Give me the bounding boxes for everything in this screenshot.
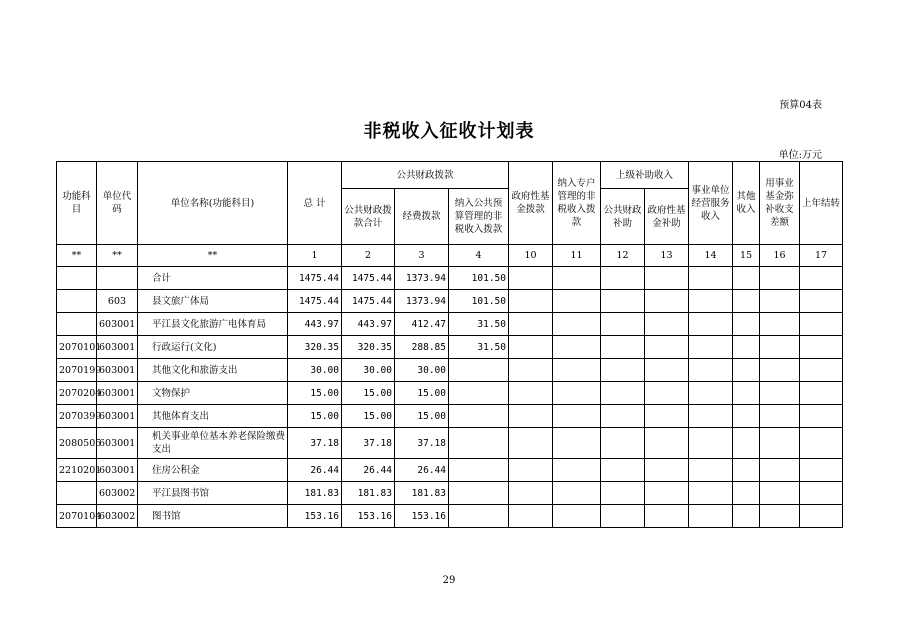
empty-cell [800, 405, 843, 428]
func-code-cell: 2070101 [57, 336, 97, 359]
budget-mgmt-cell [449, 359, 509, 382]
budget-mgmt-cell: 31.50 [449, 313, 509, 336]
empty-cell [645, 382, 689, 405]
empty-cell [689, 313, 733, 336]
operating-cell: 181.83 [395, 482, 449, 505]
table-row [57, 459, 843, 482]
empty-cell [645, 313, 689, 336]
unit-name-cell: 住房公积金 [138, 459, 288, 482]
header-public-group: 公共财政拨款 [342, 162, 509, 189]
empty-cell [800, 382, 843, 405]
empty-cell [553, 359, 601, 382]
empty-cell [645, 336, 689, 359]
func-code-cell [57, 267, 97, 290]
index-row [57, 245, 843, 267]
table-row [57, 336, 843, 359]
empty-cell [733, 359, 760, 382]
unit-code-cell: 603001 [97, 382, 138, 405]
unit-code-cell: 603001 [97, 313, 138, 336]
index-cell: 17 [800, 245, 843, 267]
empty-cell [509, 428, 553, 459]
empty-cell [800, 359, 843, 382]
total-cell: 37.18 [288, 428, 342, 459]
public-total-cell: 30.00 [342, 359, 395, 382]
empty-cell [689, 290, 733, 313]
func-code-cell: 2080505 [57, 428, 97, 459]
empty-cell [645, 505, 689, 528]
empty-cell [601, 482, 645, 505]
public-total-cell: 320.35 [342, 336, 395, 359]
empty-cell [760, 382, 800, 405]
empty-cell [601, 359, 645, 382]
unit-code-cell: 603001 [97, 336, 138, 359]
header-func-code: 功能科目 [57, 162, 97, 245]
empty-cell [760, 313, 800, 336]
budget-mgmt-cell: 101.50 [449, 290, 509, 313]
empty-cell [645, 405, 689, 428]
index-cell: 3 [395, 245, 449, 267]
empty-cell [800, 313, 843, 336]
header-budget-mgmt: 纳入公共预算管理的非税收入拨款 [449, 189, 509, 245]
operating-cell: 1373.94 [395, 267, 449, 290]
empty-cell [760, 505, 800, 528]
public-total-cell: 181.83 [342, 482, 395, 505]
empty-cell [733, 313, 760, 336]
table-number: 预算04表 [779, 100, 822, 111]
empty-cell [601, 267, 645, 290]
header-superior-public: 公共财政补助 [601, 189, 645, 245]
budget-mgmt-cell [449, 382, 509, 405]
header-superior-gov: 政府性基金补助 [645, 189, 689, 245]
total-cell: 15.00 [288, 382, 342, 405]
total-cell: 30.00 [288, 359, 342, 382]
func-code-cell: 2070399 [57, 405, 97, 428]
empty-cell [645, 459, 689, 482]
public-total-cell: 15.00 [342, 382, 395, 405]
header-fund-offset: 用事业基金弥补收支差额 [760, 162, 800, 245]
unit-code-cell: 603001 [97, 405, 138, 428]
budget-mgmt-cell [449, 482, 509, 505]
budget-mgmt-cell [449, 428, 509, 459]
empty-cell [800, 482, 843, 505]
operating-cell: 153.16 [395, 505, 449, 528]
empty-cell [800, 336, 843, 359]
budget-mgmt-cell: 31.50 [449, 336, 509, 359]
public-total-cell: 37.18 [342, 428, 395, 459]
empty-cell [645, 482, 689, 505]
empty-cell [509, 459, 553, 482]
empty-cell [800, 505, 843, 528]
empty-cell [689, 336, 733, 359]
empty-cell [553, 428, 601, 459]
header-special-mgmt: 纳入专户管理的非税收入拨款 [553, 162, 601, 245]
unit-name-cell: 行政运行(文化) [138, 336, 288, 359]
unit-code-cell: 603 [97, 290, 138, 313]
header-total: 总 计 [288, 162, 342, 245]
func-code-cell [57, 313, 97, 336]
unit-code-cell: 603001 [97, 428, 138, 459]
func-code-cell: 2070104 [57, 505, 97, 528]
empty-cell [733, 482, 760, 505]
public-total-cell: 1475.44 [342, 267, 395, 290]
public-total-cell: 1475.44 [342, 290, 395, 313]
unit-code-cell: 603002 [97, 505, 138, 528]
empty-cell [601, 459, 645, 482]
empty-cell [601, 405, 645, 428]
index-cell: 10 [509, 245, 553, 267]
index-cell: 2 [342, 245, 395, 267]
header-public-total: 公共财政拨款合计 [342, 189, 395, 245]
total-cell: 320.35 [288, 336, 342, 359]
unit-name-cell: 其他体育支出 [138, 405, 288, 428]
empty-cell [689, 505, 733, 528]
operating-cell: 30.00 [395, 359, 449, 382]
table-row [57, 290, 843, 313]
budget-mgmt-cell [449, 459, 509, 482]
operating-cell: 26.44 [395, 459, 449, 482]
empty-cell [760, 428, 800, 459]
index-cell: 16 [760, 245, 800, 267]
table-row [57, 359, 843, 382]
empty-cell [760, 267, 800, 290]
unit-name-cell: 文物保护 [138, 382, 288, 405]
empty-cell [601, 290, 645, 313]
budget-mgmt-cell [449, 505, 509, 528]
unit-name-cell: 机关事业单位基本养老保险缴费支出 [138, 428, 288, 459]
index-cell: 15 [733, 245, 760, 267]
empty-cell [733, 405, 760, 428]
empty-cell [733, 459, 760, 482]
empty-cell [509, 359, 553, 382]
empty-cell [733, 336, 760, 359]
empty-cell [645, 428, 689, 459]
operating-cell: 15.00 [395, 382, 449, 405]
empty-cell [760, 336, 800, 359]
empty-cell [800, 290, 843, 313]
header-unit-code: 单位代码 [97, 162, 138, 245]
empty-cell [733, 382, 760, 405]
empty-cell [645, 359, 689, 382]
index-cell: ** [57, 245, 97, 267]
table-row [57, 505, 843, 528]
header-gov-fund: 政府性基金拨款 [509, 162, 553, 245]
empty-cell [689, 267, 733, 290]
empty-cell [509, 267, 553, 290]
unit-label: 单位:万元 [778, 150, 822, 161]
empty-cell [553, 382, 601, 405]
empty-cell [601, 313, 645, 336]
unit-name-cell: 其他文化和旅游支出 [138, 359, 288, 382]
index-cell: 12 [601, 245, 645, 267]
empty-cell [509, 336, 553, 359]
unit-name-cell: 平江县图书馆 [138, 482, 288, 505]
empty-cell [553, 405, 601, 428]
table-row [57, 428, 843, 459]
total-cell: 1475.44 [288, 290, 342, 313]
empty-cell [760, 482, 800, 505]
total-cell: 26.44 [288, 459, 342, 482]
public-total-cell: 15.00 [342, 405, 395, 428]
budget-mgmt-cell: 101.50 [449, 267, 509, 290]
operating-cell: 15.00 [395, 405, 449, 428]
empty-cell [553, 336, 601, 359]
empty-cell [733, 505, 760, 528]
header-other-income: 其他收入 [733, 162, 760, 245]
table-row [57, 382, 843, 405]
empty-cell [509, 313, 553, 336]
header-business-income: 事业单位经营服务收入 [689, 162, 733, 245]
index-cell: 13 [645, 245, 689, 267]
table-row [57, 313, 843, 336]
empty-cell [553, 482, 601, 505]
empty-cell [689, 459, 733, 482]
func-code-cell [57, 482, 97, 505]
func-code-cell: 2070204 [57, 382, 97, 405]
table-row [57, 267, 843, 290]
total-cell: 153.16 [288, 505, 342, 528]
index-cell: 11 [553, 245, 601, 267]
empty-cell [733, 290, 760, 313]
empty-cell [509, 382, 553, 405]
empty-cell [553, 459, 601, 482]
total-cell: 443.97 [288, 313, 342, 336]
func-code-cell: 2070199 [57, 359, 97, 382]
empty-cell [601, 428, 645, 459]
unit-name-cell: 平江县文化旅游广电体育局 [138, 313, 288, 336]
unit-code-cell [97, 267, 138, 290]
public-total-cell: 26.44 [342, 459, 395, 482]
empty-cell [509, 505, 553, 528]
budget-mgmt-cell [449, 405, 509, 428]
empty-cell [509, 405, 553, 428]
empty-cell [733, 428, 760, 459]
empty-cell [553, 267, 601, 290]
index-cell: ** [138, 245, 288, 267]
empty-cell [601, 505, 645, 528]
unit-name-cell: 县文旅广体局 [138, 290, 288, 313]
empty-cell [645, 267, 689, 290]
operating-cell: 1373.94 [395, 290, 449, 313]
empty-cell [553, 290, 601, 313]
empty-cell [800, 428, 843, 459]
empty-cell [800, 267, 843, 290]
empty-cell [760, 359, 800, 382]
index-cell: 4 [449, 245, 509, 267]
header-carryover: 上年结转 [800, 162, 843, 245]
header-unit-name: 单位名称(功能科目) [138, 162, 288, 245]
table-row [57, 482, 843, 505]
index-cell: ** [97, 245, 138, 267]
unit-name-cell: 图书馆 [138, 505, 288, 528]
page-number: 29 [442, 575, 456, 586]
unit-code-cell: 603002 [97, 482, 138, 505]
operating-cell: 288.85 [395, 336, 449, 359]
empty-cell [601, 336, 645, 359]
func-code-cell [57, 290, 97, 313]
empty-cell [689, 382, 733, 405]
total-cell: 15.00 [288, 405, 342, 428]
empty-cell [509, 482, 553, 505]
table-row [57, 405, 843, 428]
header-operating: 经费拨款 [395, 189, 449, 245]
unit-code-cell: 603001 [97, 359, 138, 382]
empty-cell [645, 290, 689, 313]
operating-cell: 412.47 [395, 313, 449, 336]
public-total-cell: 153.16 [342, 505, 395, 528]
empty-cell [553, 313, 601, 336]
total-cell: 181.83 [288, 482, 342, 505]
empty-cell [689, 405, 733, 428]
empty-cell [601, 382, 645, 405]
page-title: 非税收入征收计划表 [363, 121, 535, 142]
empty-cell [760, 405, 800, 428]
empty-cell [760, 290, 800, 313]
empty-cell [800, 459, 843, 482]
header-superior-group: 上级补助收入 [601, 162, 689, 189]
empty-cell [760, 459, 800, 482]
unit-name-cell: 合计 [138, 267, 288, 290]
public-total-cell: 443.97 [342, 313, 395, 336]
operating-cell: 37.18 [395, 428, 449, 459]
non-tax-revenue-table [56, 161, 843, 528]
total-cell: 1475.44 [288, 267, 342, 290]
index-cell: 14 [689, 245, 733, 267]
index-cell: 1 [288, 245, 342, 267]
func-code-cell: 2210201 [57, 459, 97, 482]
empty-cell [689, 482, 733, 505]
empty-cell [689, 428, 733, 459]
unit-code-cell: 603001 [97, 459, 138, 482]
empty-cell [553, 505, 601, 528]
empty-cell [689, 359, 733, 382]
empty-cell [509, 290, 553, 313]
empty-cell [733, 267, 760, 290]
